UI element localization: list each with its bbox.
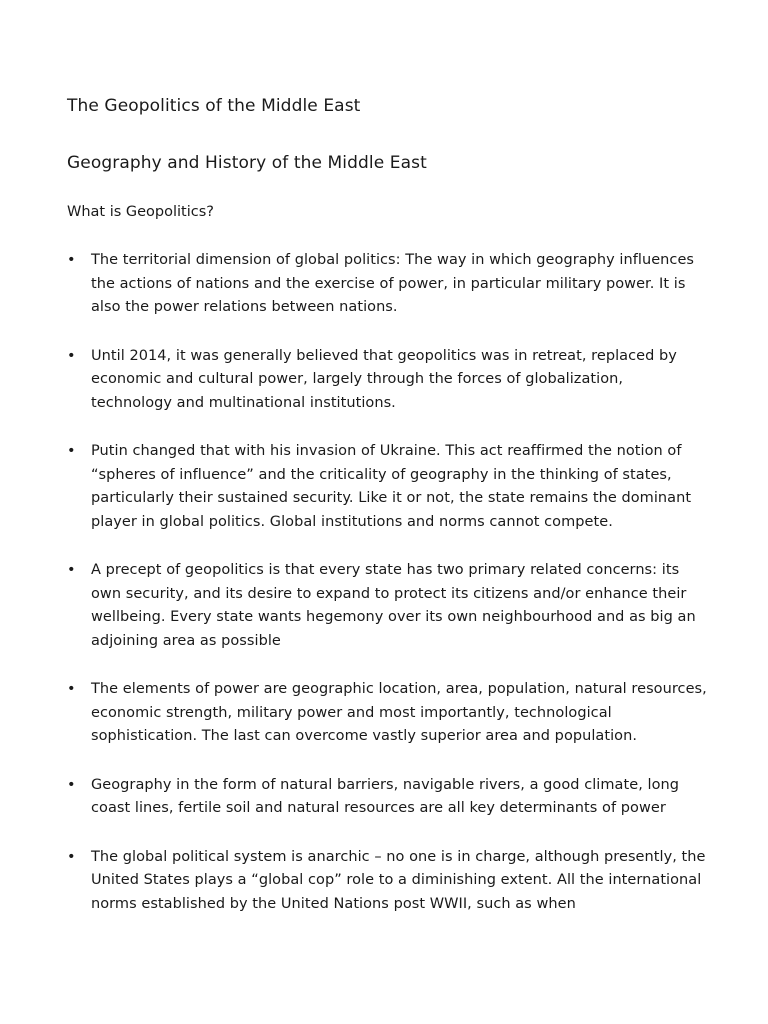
bullet-item: [67, 774, 707, 821]
bullet-text: The elements of power are geographic location, area, population, natural resources, economic strength, military power and most importantly, technological sophistication. The last can overcome vastly superior area and population.: [91, 681, 707, 744]
bullet-text: Geography in the form of natural barriers, navigable rivers, a good climate, long coast lines, fertile soil and natural resources are all key determinants of power: [91, 776, 679, 816]
bullet-text: The territorial dimension of global politics: The way in which geography influences the actions of nations and the exercise of power, in particular military power. It is also the power relations between nations.: [91, 252, 695, 315]
document-title: The Geopolitics of the Middle East: [67, 96, 361, 116]
bullet-text: Until 2014, it was generally believed that geopolitics was in retreat, replaced by economic and cultural power, largely through the forces of globalization, technology and multinational institutions.: [91, 347, 677, 411]
bullet-icon: •: [67, 776, 76, 793]
bullet-icon: •: [67, 681, 76, 697]
bullet-icon: •: [67, 347, 76, 364]
bullet-text: The global political system is anarchic – no one is in charge, although presently, the United States plays a “global cop” role to a diminishing extent. All the international norms established by the United Nations post WWII, such as when: [91, 848, 706, 912]
bullet-icon: •: [67, 252, 76, 268]
bullet-icon: •: [67, 443, 76, 459]
bullet-text: A precept of geopolitics is that every state has two primary related concerns: its own security, and its desire to expand to protect its citizens and/or enhance their wellbeing. Every state wants hegemony over its own neighbourhood and as big an adjoining area as possible: [91, 562, 696, 649]
bullet-item: [67, 345, 707, 416]
bullet-icon: •: [67, 848, 76, 865]
bullet-item: [67, 678, 707, 749]
bullet-item: [67, 846, 707, 917]
bullet-item: [67, 440, 707, 534]
section-heading: What is Geopolitics?: [67, 204, 214, 220]
bullet-text: Putin changed that with his invasion of Ukraine. This act reaffirmed the notion of “spheres of influence” and the criticality of geography in the thinking of states, particularly their sustained security. Like it or not, the state remains the dominant player in global politics. Global institutions and norms cannot compete.: [91, 443, 692, 530]
bullet-icon: •: [67, 562, 76, 578]
bullet-list: [67, 249, 707, 941]
bullet-item: [67, 249, 707, 320]
document-subtitle: Geography and History of the Middle East: [67, 153, 427, 173]
bullet-item: [67, 559, 707, 653]
